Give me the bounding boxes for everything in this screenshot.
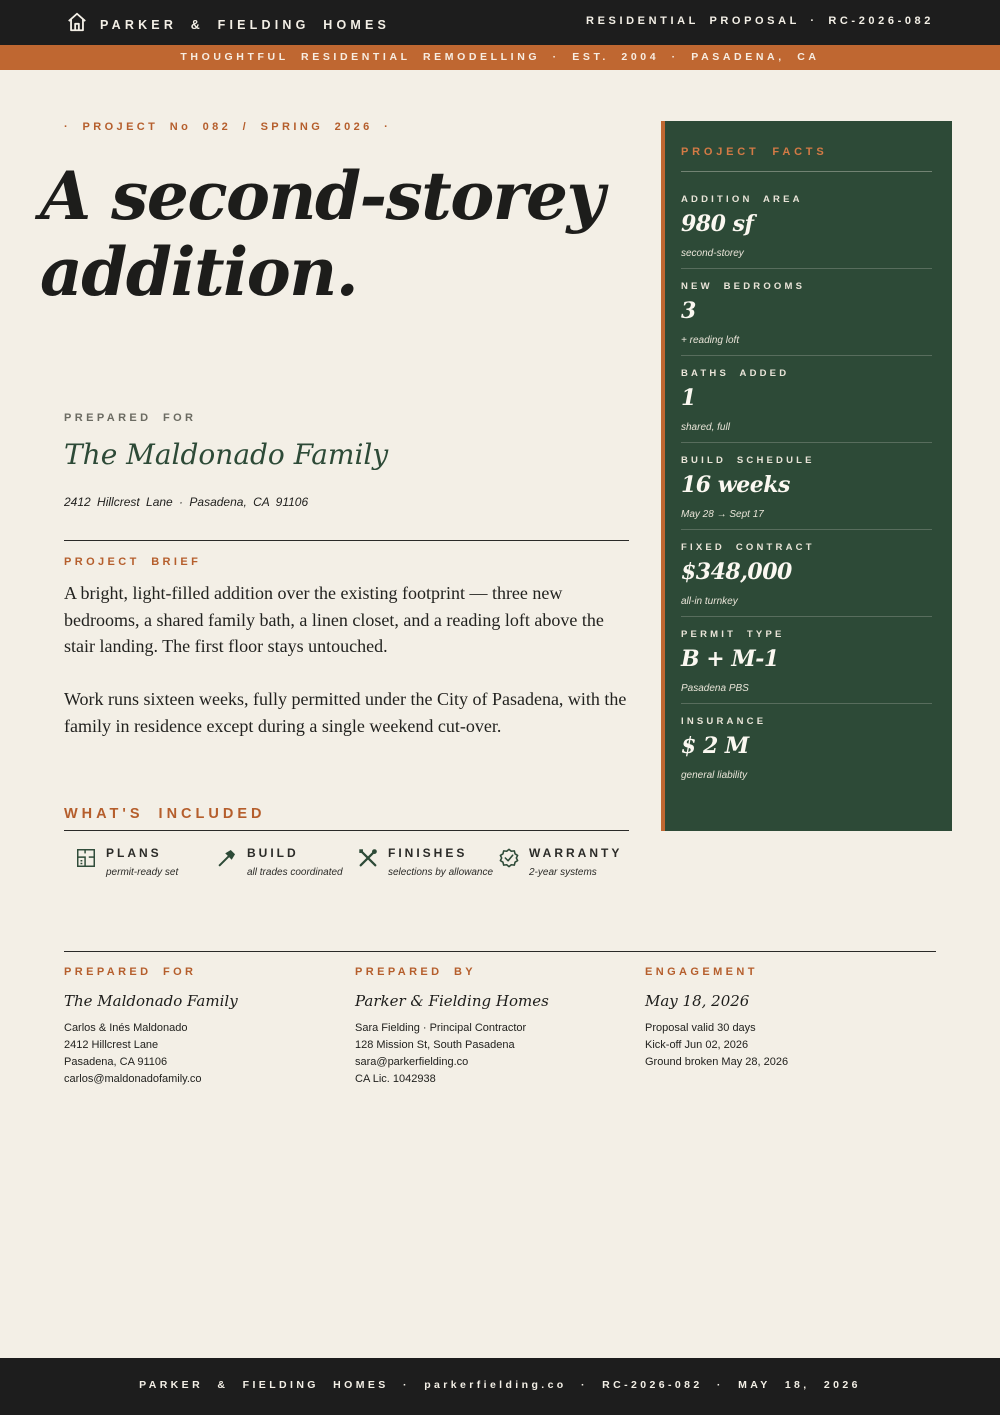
fact-value: 3 [681, 298, 696, 324]
brand-name: PARKER & FIELDING HOMES [100, 17, 391, 32]
included-item-title: FINISHES [388, 846, 468, 860]
column-label: ENGAGEMENT [645, 966, 758, 978]
column-heading: The Maldonado Family [64, 992, 238, 1010]
house-icon [66, 11, 88, 38]
divider [64, 951, 936, 952]
tagline-ribbon: THOUGHTFUL RESIDENTIAL REMODELLING · EST. 2004 · PASADENA, CA [0, 45, 1000, 70]
included-item-warranty [498, 846, 638, 880]
fact-value: $348,000 [681, 559, 792, 585]
fact-label: NEW BEDROOMS [681, 281, 806, 292]
included-item-title: BUILD [247, 846, 299, 860]
brief-paragraph: Work runs sixteen weeks, fully permitted under the City of Pasadena, with the family in residence except during a single weekend cut-over. [64, 689, 627, 736]
divider [64, 540, 629, 541]
fact-label: ADDITION AREA [681, 194, 803, 205]
client-name: The Maldonado Family [64, 438, 389, 471]
document-reference: RESIDENTIAL PROPOSAL · RC-2026-082 [586, 15, 934, 27]
column-label: PREPARED BY [355, 966, 477, 978]
title-line-1: A second-storey [40, 157, 604, 235]
column-line: Ground broken May 28, 2026 [645, 1056, 789, 1068]
brief-label: PROJECT BRIEF [64, 556, 202, 568]
prepared-by-column [355, 966, 625, 1088]
facts-title: PROJECT FACTS [681, 146, 828, 158]
fact-value: 16 weeks [681, 472, 790, 498]
included-item-plans [75, 846, 215, 880]
top-bar [0, 0, 1000, 45]
fact-note: all-in turnkey [681, 596, 738, 607]
included-item-subtitle: 2-year systems [529, 867, 597, 878]
fact-value: 980 sf [681, 211, 754, 237]
title-line-2: addition. [40, 233, 358, 311]
contractor-email-link[interactable]: sara@parkerfielding.co [355, 1056, 469, 1068]
included-label: WHAT'S INCLUDED [64, 806, 266, 822]
fact-fixed-contract [681, 530, 932, 617]
column-line: CA Lic. 1042938 [355, 1073, 436, 1085]
included-item-subtitle: selections by allowance [388, 867, 494, 878]
fact-label: PERMIT TYPE [681, 629, 785, 640]
fact-note: shared, full [681, 422, 730, 433]
fact-note: general liability [681, 770, 748, 781]
hammer-icon [216, 846, 238, 880]
project-kicker: · PROJECT No 082 / SPRING 2026 · [64, 121, 392, 133]
column-heading: Parker & Fielding Homes [355, 992, 549, 1010]
included-item-subtitle: permit-ready set [106, 867, 179, 878]
fact-label: FIXED CONTRACT [681, 542, 815, 553]
brand[interactable] [66, 11, 390, 38]
fact-note: May 28 → Sept 17 [681, 509, 764, 520]
fact-label: BATHS ADDED [681, 368, 790, 379]
column-line: 2412 Hillcrest Lane [64, 1039, 159, 1051]
project-brief [64, 580, 634, 740]
fact-label: BUILD SCHEDULE [681, 455, 815, 466]
fact-value: B + M-1 [681, 646, 779, 672]
divider [64, 830, 629, 831]
fact-permit-type [681, 617, 932, 704]
divider [681, 171, 932, 172]
floorplan-icon [75, 846, 97, 880]
badge-check-icon [498, 846, 520, 880]
fact-value: $ 2 M [681, 733, 749, 759]
fact-note: second-storey [681, 248, 744, 259]
fact-insurance [681, 704, 932, 791]
column-line: Proposal valid 30 days [645, 1022, 756, 1034]
client-email-link[interactable]: carlos@maldonadofamily.co [64, 1073, 202, 1085]
column-line: 128 Mission St, South Pasadena [355, 1039, 515, 1051]
tools-icon [357, 846, 379, 880]
fact-new-bedrooms [681, 269, 932, 356]
page-footer: PARKER & FIELDING HOMES · parkerfielding.co · RC-2026-082 · MAY 18, 2026 [0, 1358, 1000, 1415]
included-item-finishes [357, 846, 497, 880]
column-line: Sara Fielding · Principal Contractor [355, 1022, 527, 1034]
client-address: 2412 Hillcrest Lane · Pasadena, CA 91106 [64, 495, 309, 509]
column-line: Pasadena, CA 91106 [64, 1056, 168, 1068]
included-item-subtitle: all trades coordinated [247, 867, 343, 878]
fact-build-schedule [681, 443, 932, 530]
column-line: Carlos & Inés Maldonado [64, 1022, 188, 1034]
included-item-build [216, 846, 356, 880]
prepared-for-column [64, 966, 334, 1088]
fact-note: + reading loft [681, 335, 740, 346]
fact-label: INSURANCE [681, 716, 767, 727]
included-item-title: WARRANTY [529, 846, 623, 860]
fact-note: Pasadena PBS [681, 683, 749, 694]
column-line: Kick-off Jun 02, 2026 [645, 1039, 749, 1051]
project-facts-panel [661, 121, 952, 831]
engagement-column [645, 966, 915, 1071]
page-title [40, 158, 640, 310]
fact-addition-area [681, 182, 932, 269]
column-label: PREPARED FOR [64, 966, 197, 978]
column-heading: May 18, 2026 [645, 992, 750, 1010]
prepared-for-label: PREPARED FOR [64, 412, 197, 424]
fact-value: 1 [681, 385, 696, 411]
included-item-title: PLANS [106, 846, 162, 860]
brief-paragraph: A bright, light-filled addition over the existing footprint — three new bedrooms, a shared family bath, a linen closet, and a reading loft above the stair landing. The first floor stays untouched. [64, 583, 604, 657]
fact-baths-added [681, 356, 932, 443]
